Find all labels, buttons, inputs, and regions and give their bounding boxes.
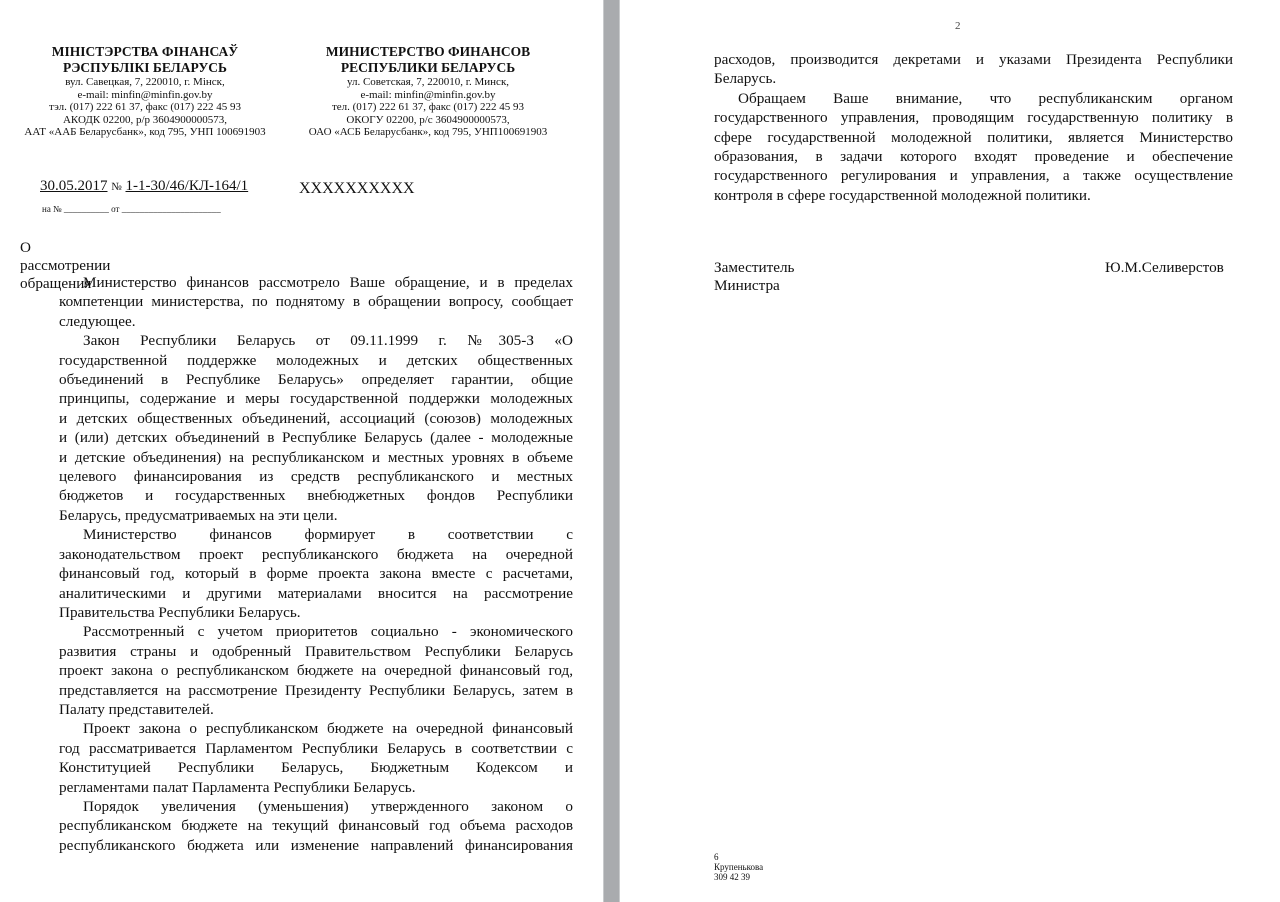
text-line: Министерство финансов формирует в соответствии с <box>83 526 573 544</box>
text-line: Беларусь. <box>714 70 777 88</box>
from-label: от <box>111 204 120 214</box>
text-line: объединений в Республике Беларусь» определяет гарантии, общие <box>59 371 573 389</box>
text-line: Правительства Республики Беларусь. <box>59 603 301 621</box>
text-line: и детских общественных объединений, ассоциаций (союзов) молодежных <box>59 409 573 427</box>
text-line: государственного управления, проводящим государственную политику в <box>714 109 1233 127</box>
text-line: регламентами палат Парламента Республики Беларусь. <box>59 778 416 796</box>
text-line: и (или) детских объединений в Республике Беларусь (далее - молодежные <box>59 429 573 447</box>
text-line: расходов, производится декретами и указами Президента Республики <box>714 51 1233 68</box>
signature-name: Ю.М.Селиверстов <box>1105 259 1224 276</box>
text-line: государственного регулирования и управления, а также осуществление <box>714 167 1233 185</box>
ministry-title-by-1: МІНІСТЭРСТВА ФІНАНСАЎ <box>51 44 239 59</box>
text-line: бюджетов и государственных внебюджетных фондов Республики <box>59 487 573 505</box>
incoming-reference <box>42 204 221 214</box>
text-line: Палату представителей. <box>59 700 214 718</box>
text-line: республиканском бюджете на текущий финансовый год объема расходов <box>59 817 573 835</box>
text-line: год рассматривается Парламентом Республики Беларусь в соответствии с <box>59 739 573 757</box>
subject: О рассмотрении обращения <box>20 239 111 292</box>
text-line: Проект закона о республиканском бюджете на очередной финансовый <box>83 720 573 738</box>
email-by: e-mail: minfin@minfin.gov.by <box>77 88 213 101</box>
number-label: № <box>111 181 122 193</box>
addressee: XXXXXXXXXX <box>299 180 415 197</box>
letter-number: 1-1-30/46/КЛ-164/1 <box>125 178 249 194</box>
text-line: законодательством проект республиканского бюджета на очередной <box>59 545 573 563</box>
address-ru: ул. Советская, 7, 220010, г. Минск, <box>346 76 510 88</box>
text-line: развития страны и одобренный Правительством Республики Беларусь <box>59 642 573 660</box>
text-line: Беларусь, предусматриваемых на эти цели. <box>59 506 338 524</box>
text-line: проект закона о республиканском бюджете на очередной финансовый год, <box>59 662 573 680</box>
text-line: компетенции министерства, по поднятому в обращении вопросу, сообщает <box>59 293 573 311</box>
text-line: представляется на рассмотрение Президенту Республики Беларусь, затем в <box>59 681 573 699</box>
phone-by: тэл. (017) 222 61 37, факс (017) 222 45 93 <box>49 101 241 113</box>
text-line: финансовый год, который в форме проекта закона вместе с расчетами, <box>59 565 573 583</box>
text-line: Обращаем Ваше внимание, что республиканским органом <box>738 89 1233 107</box>
text-line: Рассмотренный с учетом приоритетов социально - экономического <box>83 623 573 641</box>
reply-label: на № <box>42 204 62 214</box>
letter-date: 30.05.2017 <box>40 178 108 194</box>
ministry-title-ru-1: МИНИСТЕРСТВО ФИНАНСОВ <box>325 44 531 59</box>
text-line: республиканского бюджета или изменение направлений финансирования <box>59 836 573 854</box>
text-line: аналитическими и другими материалами вносится на рассмотрение <box>59 584 573 602</box>
address-by: вул. Савецкая, 7, 220010, г. Мінск, <box>65 76 225 88</box>
body-text-page-2 <box>714 50 1233 205</box>
text-line: Порядок увеличения (уменьшения) утвержденного законом о <box>83 797 573 815</box>
phone-ru: тел. (017) 222 61 37, факс (017) 222 45 93 <box>331 101 525 113</box>
email-ru: e-mail: minfin@minfin.gov.by <box>360 88 496 101</box>
text-line: государственной поддержке молодежных и детских общественных <box>59 351 573 369</box>
text-line: целевого финансирования из средств республиканского и местных <box>59 468 573 486</box>
ministry-title-by-2: РЭСПУБЛІКІ БЕЛАРУСЬ <box>63 60 227 75</box>
header-belarusian <box>20 44 270 139</box>
text-line: Конституцией Республики Беларусь, Бюджетным Кодексом и <box>59 759 573 777</box>
text-line: сфере государственной молодежной политики, является Министерство <box>714 128 1233 146</box>
text-line: образования, в задачи которого входят проведение и обеспечение <box>714 148 1233 166</box>
account-by: АКОДК 02200, р/р 3604900000573, <box>62 113 228 126</box>
text-line: и детские объединения) на республиканском и местных уровнях в объеме <box>59 448 573 466</box>
from-blank: ______________________ <box>121 204 221 214</box>
text-line: контроля в сфере государственной молодежной политики. <box>714 186 1091 204</box>
bank-ru: ОАО «АСБ Беларусбанк», код 795, УНП100691903 <box>308 126 548 138</box>
header-russian <box>300 44 556 139</box>
account-ru: ОКОГУ 02200, р/с 3604900000573, <box>346 113 510 126</box>
body-text-page-1 <box>59 273 573 855</box>
text-line: Закон Республики Беларусь от 09.11.1999 г. №305-З «О <box>83 332 573 350</box>
text-line: следующее. <box>59 312 136 330</box>
bank-by: ААТ «ААБ Беларусбанк», код 795, УНП 100691903 <box>24 126 266 138</box>
outgoing-reference <box>40 178 248 195</box>
text-line: принципы, содержание и меры государственной поддержки молодежных <box>59 390 573 408</box>
text-line: Министерство финансов рассмотрело Ваше обращение, и в пределах <box>83 274 573 291</box>
footer-note: 6 Крупенькова 309 42 39 <box>714 852 764 882</box>
ministry-title-ru-2: РЕСПУБЛИКИ БЕЛАРУСЬ <box>340 60 516 75</box>
reply-blank: __________ <box>63 204 109 214</box>
page-number: 2 <box>955 20 961 32</box>
signature-position: Заместитель Министра <box>714 259 795 294</box>
page-divider <box>603 0 620 902</box>
